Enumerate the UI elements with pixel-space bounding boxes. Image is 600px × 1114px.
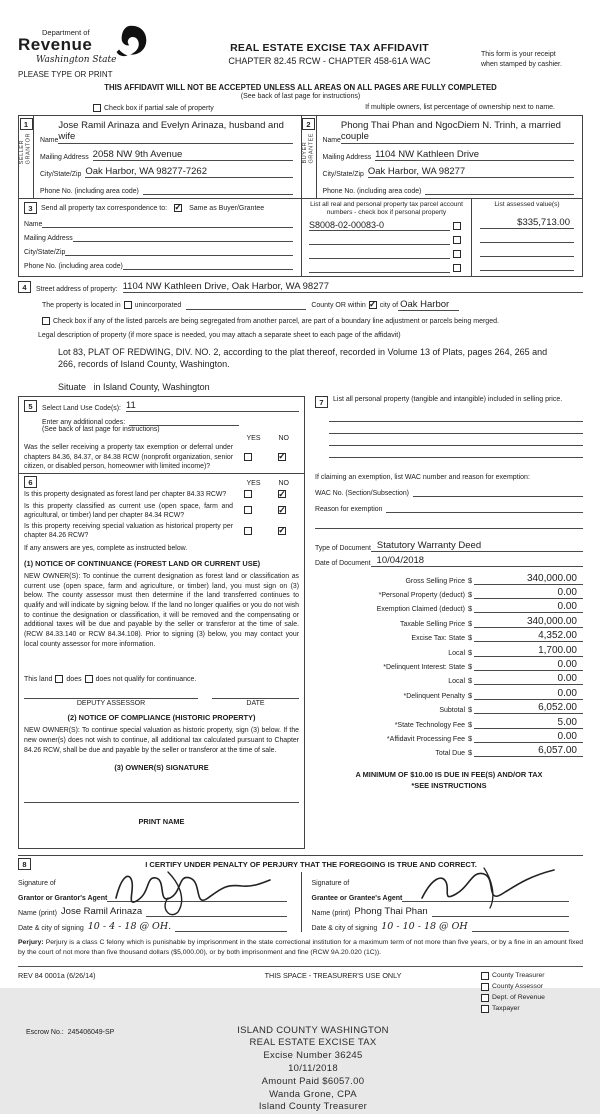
section-7-number: 7 [315, 396, 328, 408]
additional-codes-label: Enter any additional codes: [42, 419, 125, 426]
parcel-personal-checkbox[interactable] [453, 236, 461, 244]
tax-row-label: Subtotal [315, 707, 465, 714]
acceptance-banner-sub: (See back of last page for instructions) [18, 93, 583, 100]
tax-row-label: *Affidavit Processing Fee [315, 736, 465, 743]
send-correspondence-label: Send all property tax correspondence to: [41, 205, 167, 212]
currency-sign: $ [468, 590, 472, 599]
grantor-signature-line[interactable] [107, 892, 286, 902]
grantee-name-line [432, 907, 569, 917]
land-use-label: Select Land Use Code(s): [42, 405, 121, 412]
buyer-mailing-value[interactable]: 1104 NW Kathleen Drive [375, 149, 574, 161]
tax-row-value[interactable]: 0.00 [474, 601, 583, 613]
land-doesnot-checkbox[interactable] [85, 675, 93, 683]
logo-dept-text: Department of [42, 28, 178, 37]
assessed-value[interactable] [480, 270, 574, 271]
signature-of-label: Signature of [18, 880, 56, 887]
assessed-value[interactable] [480, 242, 574, 243]
tax-row-label: *Delinquent Interest: State [315, 664, 465, 671]
section-5 [18, 396, 305, 474]
escrow-label: Escrow No.: [26, 1029, 64, 1036]
grantor-date-city-value[interactable]: 10 - 4 - 18 @ OH. [84, 921, 175, 932]
buyer-name-label: Name [323, 137, 341, 144]
no-header: NO [279, 480, 290, 487]
grantor-name-line [146, 907, 286, 917]
seller-strip [19, 116, 34, 198]
tax-row-label: Total Due [315, 750, 465, 757]
perjury-lead: Perjury: [18, 939, 44, 946]
dor-logo [18, 28, 178, 79]
grantor-signature-block [18, 872, 301, 932]
routing-label: County Treasurer [492, 971, 545, 982]
grantee-date-line [472, 922, 569, 932]
city-value[interactable]: Oak Harbor [398, 299, 459, 311]
grantee-date-city-label: Date & city of signing [312, 925, 378, 932]
situate-line [58, 382, 583, 392]
signature-of-label: Signature of [312, 880, 350, 887]
grantor-name-print-label: Name (print) [18, 910, 57, 917]
stamp-line: Amount Paid $6057.00 [193, 1076, 433, 1089]
grantee-name-print-label: Name (print) [312, 910, 351, 917]
section-6 [18, 474, 305, 849]
county-blank[interactable] [186, 301, 306, 310]
minimum-fee-line2: *SEE INSTRUCTIONS [315, 780, 583, 791]
right-column [305, 396, 583, 849]
parcel-personal-checkbox[interactable] [453, 222, 461, 230]
s6-q1: Is this property designated as forest land per chapter 84.33 RCW? [24, 490, 233, 499]
s6-q2-no-checkbox[interactable]: ✓ [278, 506, 286, 514]
buyer-grantee-vertical-label: BUYER GRANTEE [302, 133, 315, 164]
legal-description-value[interactable]: Lot 83, PLAT OF REDWING, DIV. NO. 2, according to the plat thereof, recorded in Volume 13 of Plats, pages 264, 265 and 266, records of Island County, Washington. [58, 346, 563, 370]
parcel-numbers-block [301, 199, 471, 276]
grantor-agent-label: Grantor or Grantor's Agent [18, 895, 107, 902]
tax-row-value[interactable]: 0.00 [474, 731, 583, 743]
grantee-agent-label: Grantee or Grantee's Agent [312, 895, 403, 902]
assessed-values-block [471, 199, 582, 276]
form-header [18, 28, 583, 79]
stamp-line: 10/11/2018 [193, 1063, 433, 1076]
type-of-document-value[interactable]: Statutory Warranty Deed [371, 540, 583, 552]
partial-sale-label: Check box if partial sale of property [104, 105, 214, 112]
reason-exemption-label: Reason for exemption [315, 506, 382, 513]
same-as-buyer-label: Same as Buyer/Grantee [189, 205, 264, 212]
s6-q2: Is this property classified as current use (open space, farm and agricultural, or timber) land per chapter 84.34 RCW? [24, 502, 233, 521]
s6-q3-yes-checkbox[interactable] [244, 527, 252, 535]
personal-property-line[interactable] [329, 410, 583, 422]
parcel-header: List all real and personal property tax parcel account numbers - check box if personal property [309, 201, 464, 217]
tax-row-value[interactable]: 5.00 [474, 717, 583, 729]
seller-phone-label: Phone No. (including area code) [40, 188, 139, 195]
tax-row-label: *Delinquent Penalty [315, 693, 465, 700]
land-doesnot-label: does not qualify for continuance. [96, 676, 197, 683]
same-as-buyer-checkbox[interactable]: ✓ [174, 204, 182, 212]
notice2-title: (2) NOTICE OF COMPLIANCE (HISTORIC PROPERTY) [24, 713, 299, 722]
personal-property-line[interactable] [329, 446, 583, 458]
section-4-number: 4 [18, 281, 31, 293]
footer-row [18, 966, 583, 1015]
currency-sign: $ [468, 676, 472, 685]
corr-csz-label: City/State/Zip [24, 249, 65, 256]
s6-q1-no-checkbox[interactable]: ✓ [278, 490, 286, 498]
correspondence-block [19, 199, 301, 276]
tax-row-value[interactable]: 6,052.00 [474, 702, 583, 714]
section-6-number: 6 [24, 476, 37, 488]
tax-row-value[interactable]: 0.00 [474, 659, 583, 671]
seller-name-value[interactable]: Jose Ramil Arinaza and Evelyn Arinaza, husband and wife [58, 121, 292, 144]
no-header: NO [279, 435, 290, 442]
perjury-statement [18, 938, 583, 958]
currency-sign: $ [468, 619, 472, 628]
logo-revenue-text: Revenue [18, 35, 178, 55]
minimum-fee-note [315, 769, 583, 791]
type-of-document-label: Type of Document [315, 545, 371, 552]
land-use-value[interactable]: 11 [126, 400, 299, 412]
yes-header: YES [246, 435, 260, 442]
seller-grantor-vertical-label: SELLER GRANTOR [19, 133, 32, 164]
routing-label: Dept. of Revenue [492, 993, 545, 1004]
land-pre-label: This land [24, 676, 52, 683]
tax-row-value[interactable]: 0.00 [474, 587, 583, 599]
situate-label: Situate [58, 382, 86, 392]
city-of-checkbox[interactable]: ✓ [369, 301, 377, 309]
buyer-mailing-label: Mailing Address [323, 154, 372, 161]
routing-label: Taxpayer [492, 1004, 520, 1015]
revenue-swirl-icon [114, 24, 148, 63]
routing-checkboxes [478, 971, 583, 1015]
tax-row-label: Local [315, 678, 465, 685]
wac-no-label: WAC No. (Section/Subsection) [315, 490, 409, 497]
s6-q2-yes-checkbox[interactable] [244, 506, 252, 514]
grantee-signature-block [301, 872, 584, 932]
routing-label: County Assessor [492, 982, 543, 993]
unincorporated-label: unincorporated [135, 302, 182, 309]
parcel-value[interactable] [309, 258, 450, 259]
corr-mailing-label: Mailing Address [24, 235, 73, 242]
parcel-value[interactable] [309, 272, 450, 273]
corr-phone-label: Phone No. (including area code) [24, 263, 123, 270]
middle-columns [18, 396, 583, 849]
section-8-number: 8 [18, 858, 31, 870]
county-treasurer-checkbox[interactable] [481, 972, 489, 980]
section-5-number: 5 [24, 400, 37, 412]
parcel-value[interactable] [309, 244, 450, 245]
grantor-date-city-label: Date & city of signing [18, 925, 84, 932]
seller-section [19, 116, 301, 198]
seller-name-label: Name [40, 137, 58, 144]
tax-row-value[interactable]: 1,700.00 [474, 645, 583, 657]
situate-value[interactable]: in Island County, Washington [94, 382, 210, 392]
escrow-value: 245406049-SP [68, 1029, 115, 1036]
parties-box [18, 115, 583, 199]
street-address-label: Street address of property: [36, 286, 118, 293]
grantee-date-city-value[interactable]: 10 - 10 - 18 @ OH [377, 921, 471, 932]
tax-row-label: Gross Selling Price [315, 578, 465, 585]
currency-sign: $ [468, 604, 472, 613]
yes-header: YES [246, 480, 260, 487]
land-does-label: does [66, 676, 81, 683]
taxpayer-checkbox[interactable] [481, 1005, 489, 1013]
left-column [18, 396, 305, 849]
seller-mailing-label: Mailing Address [40, 154, 89, 161]
date-of-document-value[interactable]: 10/04/2018 [371, 555, 583, 567]
currency-sign: $ [468, 576, 472, 585]
s6-q3: Is this property receiving special valuation as historical property per chapter 84.26 RCW? [24, 522, 233, 541]
tax-row-value[interactable]: 6,057.00 [474, 745, 583, 757]
logo-state-text: Washington State [36, 55, 178, 65]
deputy-date-line: DATE [212, 698, 299, 707]
stamp-line: REAL ESTATE EXCISE TAX [193, 1037, 433, 1050]
top-notes-row [18, 104, 583, 113]
treasurer-stamp-row [18, 1025, 583, 1114]
partial-sale-checkbox[interactable] [93, 104, 101, 112]
claiming-exemption-label: If claiming an exemption, list WAC number and reason for exemption: [315, 474, 583, 481]
located-label: The property is located in [42, 302, 121, 309]
stamp-line: ISLAND COUNTY WASHINGTON [193, 1025, 433, 1038]
city-of-label: city of [380, 302, 398, 309]
tax-row-value[interactable]: 4,352.00 [474, 630, 583, 642]
form-title: REAL ESTATE EXCISE TAX AFFIDAVIT [178, 42, 481, 54]
currency-sign: $ [468, 662, 472, 671]
s6-q1-yes-checkbox[interactable] [244, 490, 252, 498]
tax-row-value[interactable]: 340,000.00 [474, 573, 583, 585]
corr-name-label: Name [24, 221, 42, 228]
section-8 [18, 855, 583, 932]
currency-sign: $ [468, 705, 472, 714]
notice2-body: NEW OWNER(S): To continue special valuation as historic property, sign (3) below. If the new owner(s) does not wish to continue, all additional tax calculated pursuant to Chapter 84.26 RCW, shall be due and payable by the seller or transferor at the time of sale. [24, 726, 299, 755]
additional-codes-value[interactable] [129, 416, 239, 426]
stamp-line: Excise Number 36245 [193, 1050, 433, 1063]
legal-description-label: Legal description of property (if more space is needed, you may attach a separate sheet to each page of the affidavit) [38, 332, 401, 339]
currency-sign: $ [468, 691, 472, 700]
date-of-document-label: Date of Document [315, 560, 371, 567]
buyer-csz-label: City/State/Zip [323, 171, 364, 178]
deputy-assessor-line: DEPUTY ASSESSOR [24, 698, 198, 707]
header-title-block [178, 28, 481, 79]
grantor-date-line [175, 922, 286, 932]
currency-sign: $ [468, 648, 472, 657]
multiple-owners-note: If multiple owners, list percentage of ownership next to name. [365, 104, 555, 113]
street-address-value[interactable]: 1104 NW Kathleen Drive, Oak Harbor, WA 98277 [123, 281, 583, 293]
segregated-label: Check box if any of the listed parcels are being segregated from another parcel, are part of a boundary line adjustment or parcels being merged. [53, 318, 499, 325]
land-does-checkbox[interactable] [55, 675, 63, 683]
stamp-line: Island County Treasurer [193, 1101, 433, 1114]
section-3-number: 3 [24, 202, 37, 214]
notice1-body: NEW OWNER(S): To continue the current designation as forest land or classification as current use (open space, farm and agriculture, or timber) land, you must sign on (3) below. The county assessor must then determine if the land transferred continues to qualify and will indicate by signing below. If the land no longer qualifies or you do not wish to continue the designation or classification, it will be removed and the compensating or additional taxes will be due and payable by the seller or transferor at the time of sale. (RCW 84.33.140 or RCW 84.34.108). Prior to signing (3) below, you may contact your local county assessor for more information. [24, 572, 299, 649]
currency-sign: $ [468, 734, 472, 743]
county-or-label: County OR within [311, 302, 365, 309]
grantee-signature-line[interactable] [402, 892, 569, 902]
personal-property-lines [315, 410, 583, 458]
s5-no-checkbox[interactable]: ✓ [278, 453, 286, 461]
section-2-number: 2 [302, 118, 315, 130]
minimum-fee-line1: A MINIMUM OF $10.00 IS DUE IN FEE(S) AND/OR TAX [315, 769, 583, 780]
receipt-note-line2: when stamped by cashier. [481, 60, 583, 70]
reason-exemption-line2[interactable] [315, 519, 583, 529]
personal-property-line[interactable] [329, 422, 583, 434]
tax-row-value[interactable]: 0.00 [474, 688, 583, 700]
section-4 [18, 277, 583, 392]
receipt-note-line1: This form is your receipt [481, 50, 583, 60]
dept-of-revenue-checkbox[interactable] [481, 994, 489, 1002]
corr-name-value[interactable] [42, 218, 293, 228]
treasurer-space-label: THIS SPACE - TREASURER'S USE ONLY [188, 971, 478, 1015]
segregated-checkbox[interactable] [42, 317, 50, 325]
seller-csz-value[interactable]: Oak Harbor, WA 98277-7262 [85, 166, 292, 178]
acceptance-banner: THIS AFFIDAVIT WILL NOT BE ACCEPTED UNLESS ALL AREAS ON ALL PAGES ARE FULLY COMPLETED [18, 83, 583, 92]
parcel-personal-checkbox[interactable] [453, 250, 461, 258]
buyer-phone-value[interactable] [425, 185, 574, 195]
buyer-section [301, 116, 583, 198]
buyer-strip [302, 116, 317, 198]
section-3 [18, 199, 583, 277]
tax-row-value[interactable]: 0.00 [474, 673, 583, 685]
s6-q3-no-checkbox[interactable]: ✓ [278, 527, 286, 535]
wac-no-value[interactable] [413, 487, 583, 497]
currency-sign: $ [468, 633, 472, 642]
section5-question: Was the seller receiving a property tax exemption or deferral under chapters 84.36, 84.37, or 84.38 RCW (nonprofit organization, senior citizen, or disabled person, homeowner with limited income)? [24, 443, 233, 471]
rev-form-number: REV 84 0001a (6/26/14) [18, 971, 188, 1015]
section-1-number: 1 [20, 118, 33, 130]
corr-csz-value[interactable] [65, 246, 293, 256]
personal-property-header: List all personal property (tangible and intangible) included in selling price. [333, 396, 562, 408]
seller-phone-value[interactable] [143, 185, 293, 195]
personal-property-line[interactable] [329, 434, 583, 446]
owner-signature-line[interactable] [24, 802, 299, 811]
seller-csz-label: City/State/Zip [40, 171, 81, 178]
currency-sign: $ [468, 748, 472, 757]
tax-computation [315, 570, 583, 757]
tax-row-label: *State Technology Fee [315, 722, 465, 729]
corr-mailing-value[interactable] [73, 232, 293, 242]
notice1-title: (1) NOTICE OF CONTINUANCE (FOREST LAND OR CURRENT USE) [24, 559, 299, 568]
grantee-printed-name[interactable]: Phong Thai Phan [350, 906, 431, 917]
tax-row-label: Local [315, 650, 465, 657]
tax-row-label: Exemption Claimed (deduct) [315, 606, 465, 613]
tax-row-label: Taxable Selling Price [315, 621, 465, 628]
buyer-phone-label: Phone No. (including area code) [323, 188, 422, 195]
perjury-body: Perjury is a class C felony which is punishable by imprisonment in the state correctional institution for a maximum term of not more than five years, or by a fine in an amount fixed by the court of not more than five thousand dollars ($5,000.00), or by both imprisonment and fine (RCW 9A.20.020 (1C)). [18, 939, 583, 956]
grantor-printed-name[interactable]: Jose Ramil Arinaza [57, 906, 146, 917]
tax-row-label: *Personal Property (deduct) [315, 592, 465, 599]
see-back-note: (See back of last page for instructions) [42, 426, 299, 433]
reason-exemption-value[interactable] [386, 503, 583, 513]
s5-yes-checkbox[interactable] [244, 453, 252, 461]
seller-mailing-value[interactable]: 2058 NW 9th Avenue [93, 149, 293, 161]
currency-sign: $ [468, 720, 472, 729]
tax-row-value[interactable]: 340,000.00 [474, 616, 583, 628]
stamp-line: Wanda Grone, CPA [193, 1089, 433, 1102]
please-type-or-print: PLEASE TYPE OR PRINT [18, 70, 178, 79]
assessed-header: List assessed value(s) [480, 201, 574, 209]
assessed-value[interactable] [480, 256, 574, 257]
tax-row-label: Excise Tax: State [315, 635, 465, 642]
parcel-personal-checkbox[interactable] [453, 264, 461, 272]
parcel-value[interactable]: S8008-02-00083-0 [309, 220, 450, 231]
buyer-name-value[interactable]: Phong Thai Phan and NgocDiem N. Trinh, a married couple [341, 121, 574, 144]
receipt-note [481, 28, 583, 79]
assessed-value[interactable]: $335,713.00 [480, 217, 574, 229]
corr-phone-value[interactable] [123, 260, 293, 270]
unincorporated-checkbox[interactable] [124, 301, 132, 309]
form-subtitle: CHAPTER 82.45 RCW - CHAPTER 458-61A WAC [178, 56, 481, 66]
print-name-label: PRINT NAME [24, 817, 299, 826]
any-yes-note: If any answers are yes, complete as instructed below. [24, 544, 299, 553]
county-assessor-checkbox[interactable] [481, 983, 489, 991]
treasurer-stamp [193, 1025, 433, 1114]
buyer-csz-value[interactable]: Oak Harbor, WA 98277 [368, 166, 574, 178]
owners-signature-title: (3) OWNER(S) SIGNATURE [24, 763, 299, 772]
certify-statement: I CERTIFY UNDER PENALTY OF PERJURY THAT THE FOREGOING IS TRUE AND CORRECT. [39, 860, 583, 869]
